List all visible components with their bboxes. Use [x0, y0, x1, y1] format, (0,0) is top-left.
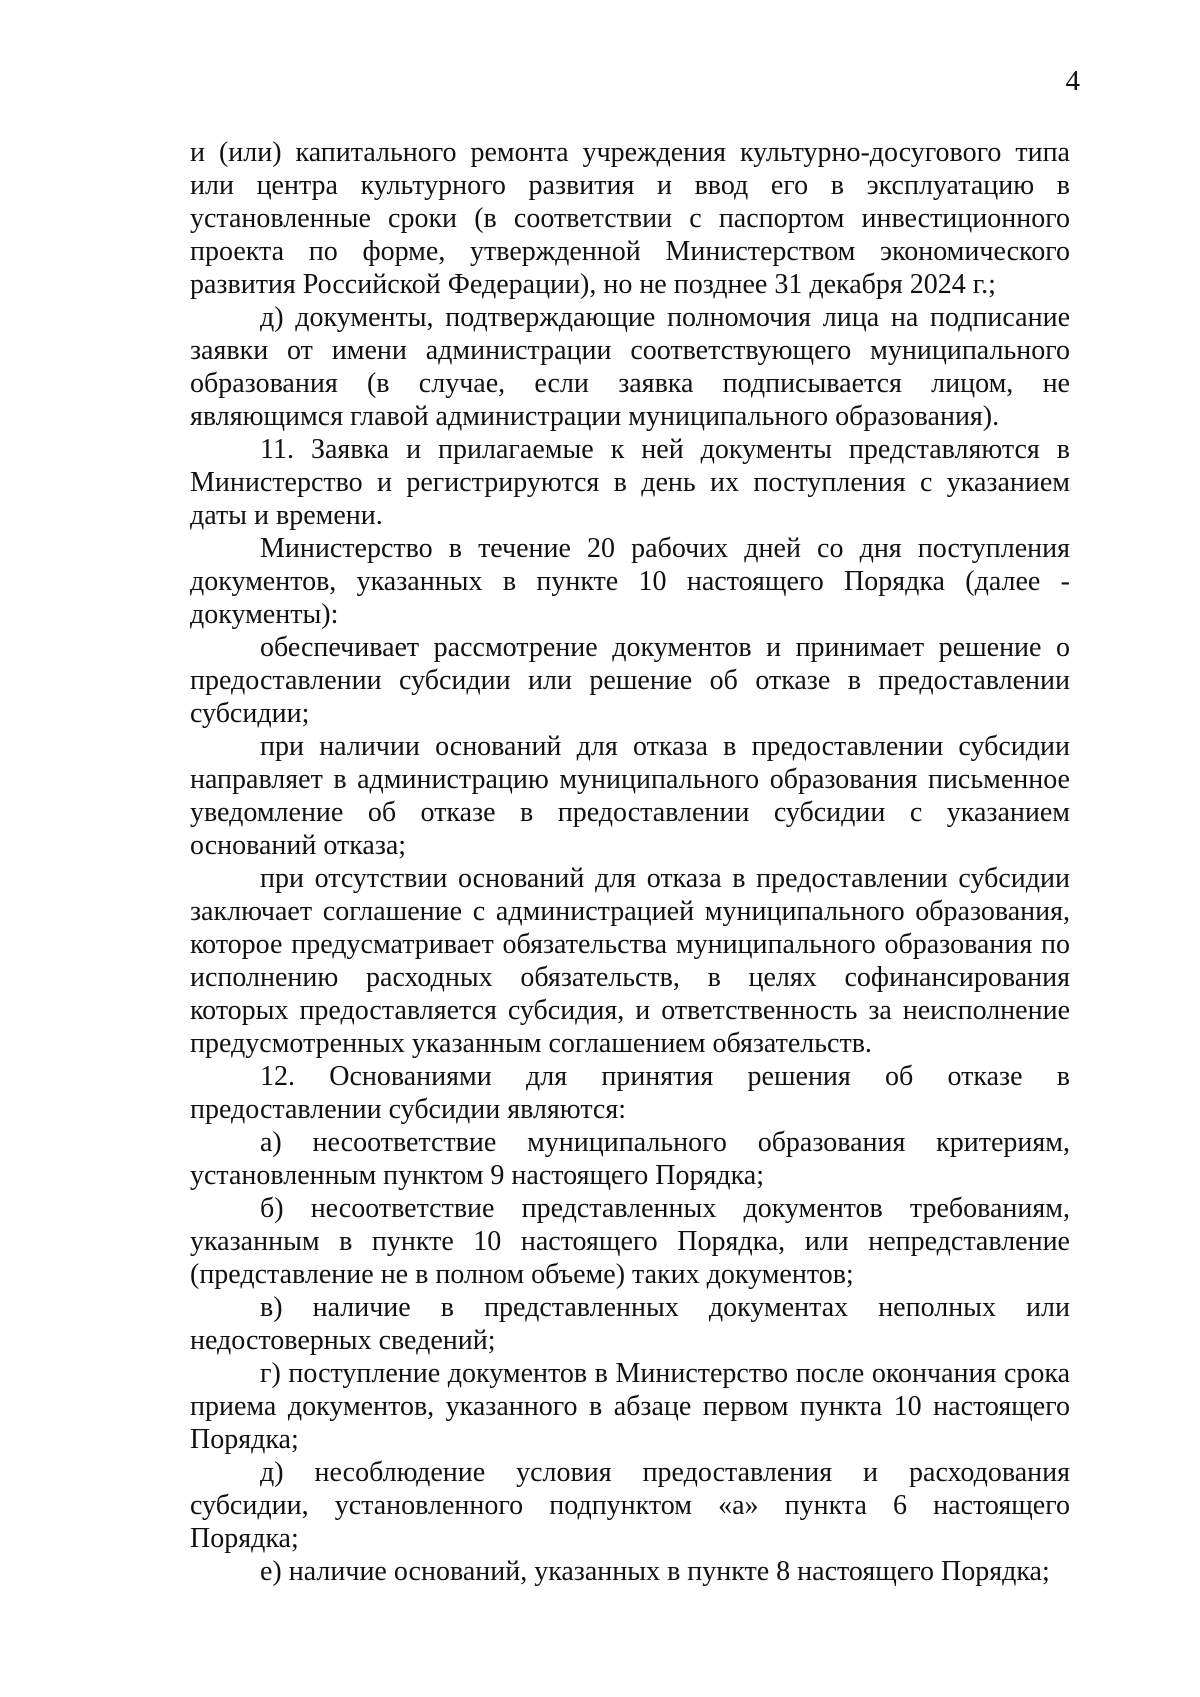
- page-number: 4: [1065, 65, 1080, 97]
- paragraph-ministry-review: Министерство в течение 20 рабочих дней со дня поступления документов, указанных в пункте 10 настоящего Порядка (далее - документы):: [190, 533, 1070, 630]
- paragraph-continuation: и (или) капитального ремонта учреждения культурно-досугового типа или центра культурного развития и ввод его в эксплуатацию в установленные сроки (в соответствии с паспортом инвестиционного проекта по форме, утвержденной Министерством экономического развития Российской Федерации), но не позднее 31 декабря 2024 г.;: [190, 137, 1070, 300]
- paragraph-ground-g: г) поступление документов в Министерство после окончания срока приема документов, указанного в абзаце первом пункта 10 настоящего Порядка;: [190, 1358, 1070, 1455]
- paragraph-item-d-authority-documents: д) документы, подтверждающие полномочия лица на подписание заявки от имени администрации соответствующего муниципального образования (в случае, если заявка подписывается лицом, не являющимся главой администрации муниципального образования).: [190, 302, 1070, 432]
- paragraph-clause-11: 11. Заявка и прилагаемые к ней документы представляются в Министерство и регистрируются в день их поступления с указанием даты и времени.: [190, 434, 1070, 531]
- paragraph-ground-v: в) наличие в представленных документах неполных или недостоверных сведений;: [190, 1292, 1070, 1356]
- paragraph-ground-b: б) несоответствие представленных документов требованиям, указанным в пункте 10 настоящего Порядка, или непредставление (представление не в полном объеме) таких документов;: [190, 1193, 1070, 1290]
- paragraph-ground-a: а) несоответствие муниципального образования критериям, установленным пунктом 9 настоящего Порядка;: [190, 1127, 1070, 1191]
- paragraph-agreement: при отсутствии оснований для отказа в предоставлении субсидии заключает соглашение с администрацией муниципального образования, которое предусматривает обязательства муниципального образования по исполнению расходных обязательств, в целях софинансирования которых предоставляется субсидия, и ответственность за неисполнение предусмотренных указанным соглашением обязательств.: [190, 863, 1070, 1059]
- paragraph-ground-e: е) наличие оснований, указанных в пункте 8 настоящего Порядка;: [260, 1556, 1050, 1587]
- paragraph-review-decision: обеспечивает рассмотрение документов и принимает решение о предоставлении субсидии или решение об отказе в предоставлении субсидии;: [190, 632, 1070, 729]
- document-body: [190, 136, 1070, 1588]
- paragraph-clause-12: 12. Основаниями для принятия решения об отказе в предоставлении субсидии являются:: [190, 1061, 1070, 1125]
- paragraph-refusal-notice: при наличии оснований для отказа в предоставлении субсидии направляет в администрацию муниципального образования письменное уведомление об отказе в предоставлении субсидии с указанием оснований отказа;: [190, 731, 1070, 861]
- paragraph-ground-d: д) несоблюдение условия предоставления и расходования субсидии, установленного подпунктом «а» пункта 6 настоящего Порядка;: [190, 1457, 1070, 1554]
